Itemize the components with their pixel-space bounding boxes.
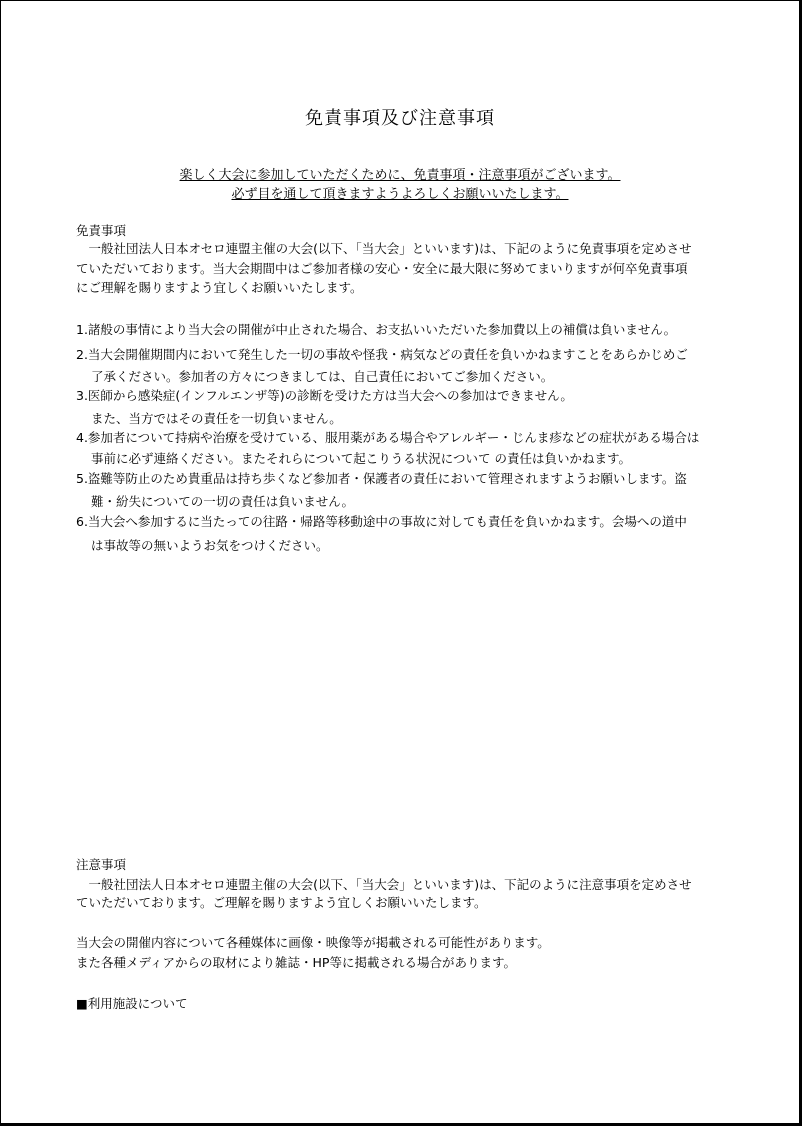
disclaimer-item-2-cont: 了承ください。参加者の方々につきましては、自己責任においてご参加ください。 — [91, 369, 554, 384]
caution-heading: 注意事項 — [76, 857, 127, 872]
disclaimer-intro-line: にご理解を賜りますよう宜しくお願いいたします。 — [76, 280, 363, 295]
notice-line-1: 楽しく大会に参加していただくために、免責事項・注意事項がございます。 — [179, 168, 621, 183]
caution-intro-line: ていただいております。ご理解を賜りますよう宜しくお願いいたします。 — [76, 895, 487, 910]
disclaimer-item-5: 5.盗難等防止のため貴重品は持ち歩くなど参加者・保護者の責任において管理されますようお願いします。盗 — [76, 471, 687, 486]
page-title: 免責事項及び注意事項 — [305, 108, 495, 129]
notice-line-2: 必ず目を通して頂きますようよろしくお願いいたします。 — [231, 187, 569, 202]
disclaimer-item-1: 1.諸般の事情により当大会の開催が中止された場合、お支払いいただいた参加費以上の補償は負いません。 — [76, 322, 677, 337]
disclaimer-item-3: 3.医師から感染症(インフルエンザ等)の診断を受けた方は当大会への参加はできません。 — [76, 388, 573, 403]
disclaimer-item-4-cont: 事前に必ず連絡ください。またそれらについて起こりうる状況について の責任は負いかねます。 — [91, 451, 631, 466]
caution-intro-line: 一般社団法人日本オセロ連盟主催の大会(以下、「当大会」といいます)は、下記のように注意事項を定めさせ — [76, 877, 692, 892]
disclaimer-heading: 免責事項 — [76, 223, 127, 238]
facility-heading: ■利用施設について — [76, 996, 188, 1011]
disclaimer-intro-line: ていただいております。当大会期間中はご参加者様の安心・安全に最大限に努めてまいりますが何卒免責事項 — [76, 261, 688, 276]
disclaimer-item-6-cont: は事故等の無いようお気をつけください。 — [91, 538, 329, 553]
caution-media-line: また各種メディアからの取材により雑誌・HP等に掲載される場合があります。 — [76, 955, 516, 970]
disclaimer-item-2: 2.当大会開催期間内において発生した一切の事故や怪我・病気などの責任を負いかねますことをあらかじめご — [76, 347, 688, 362]
disclaimer-item-5-cont: 難・紛失についての一切の責任は負いません。 — [91, 494, 355, 509]
disclaimer-item-6: 6.当大会へ参加するに当たっての往路・帰路等移動途中の事故に対しても責任を負いかねます。会場への道中 — [76, 514, 687, 529]
disclaimer-item-4: 4.参加者について持病や治療を受けている、服用薬がある場合やアレルギー・じんま疹などの症状がある場合は — [76, 430, 700, 445]
disclaimer-item-3-cont: また、当方ではその責任を一切負いません。 — [91, 411, 342, 426]
disclaimer-intro-line: 一般社団法人日本オセロ連盟主催の大会(以下、「当大会」といいます)は、下記のように免責事項を定めさせ — [76, 241, 692, 256]
caution-media-line: 当大会の開催内容について各種媒体に画像・映像等が掲載される可能性があります。 — [76, 935, 550, 950]
